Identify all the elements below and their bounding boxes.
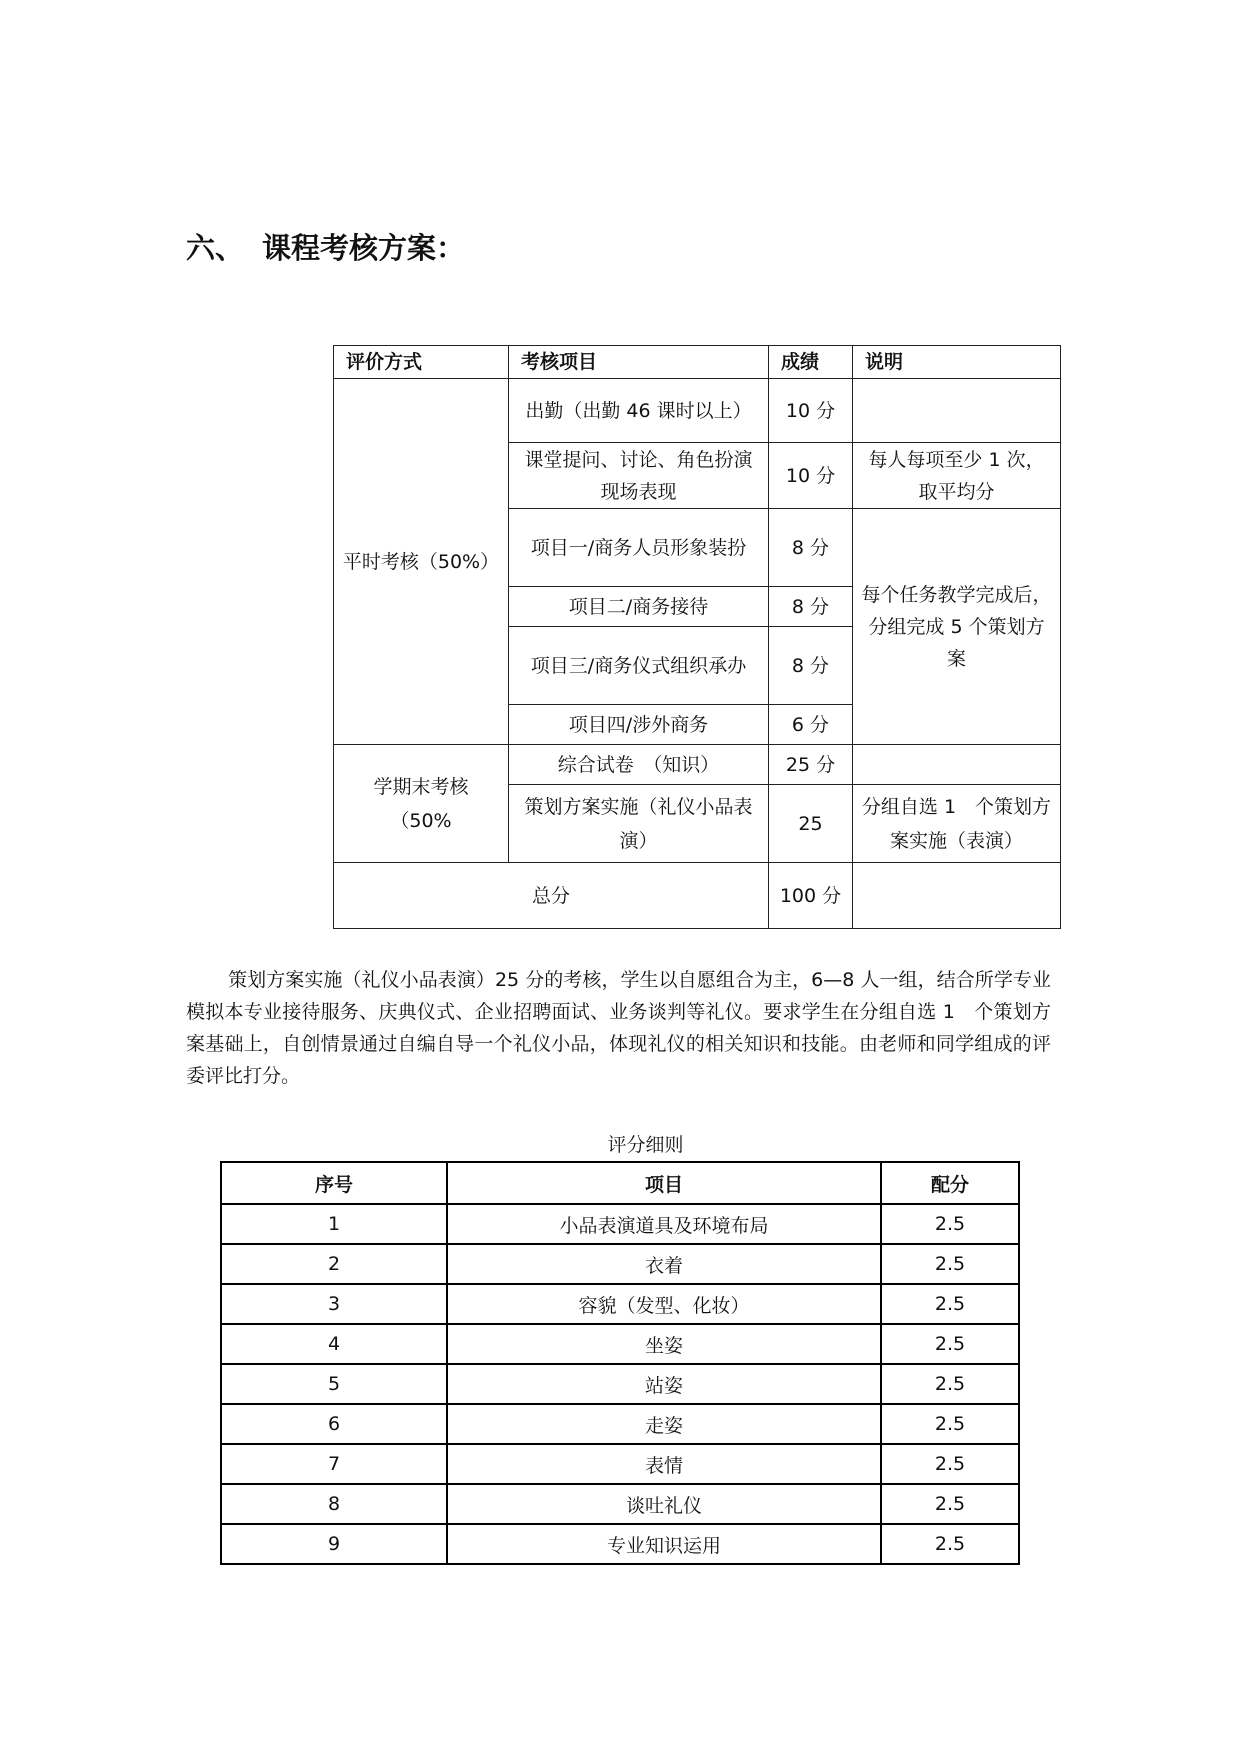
row-item: 谈吐礼仪 [447, 1484, 881, 1524]
section-title: 课程考核方案： [262, 231, 466, 265]
assessment-score: 8 分 [769, 509, 853, 587]
daily-assessment-label: 平时考核（50%） [334, 379, 509, 745]
row-score: 2.5 [881, 1324, 1019, 1364]
assessment-item: 出勤（出勤 46 课时以上） [509, 379, 769, 443]
row-number: 3 [221, 1284, 447, 1324]
row-score: 2.5 [881, 1444, 1019, 1484]
row-score: 2.5 [881, 1204, 1019, 1244]
table-row [334, 379, 1061, 443]
header-cell: 成绩 [769, 346, 853, 379]
section-heading [186, 226, 465, 267]
row-number: 8 [221, 1484, 447, 1524]
row-score: 2.5 [881, 1364, 1019, 1404]
header-cell: 考核项目 [509, 346, 769, 379]
caption-text: 评分细则 [607, 1134, 684, 1156]
row-item: 表情 [447, 1444, 881, 1484]
row-score: 2.5 [881, 1244, 1019, 1284]
assessment-item: 项目三/商务仪式组织承办 [509, 627, 769, 705]
row-score: 2.5 [881, 1484, 1019, 1524]
assessment-table [333, 345, 1061, 929]
scoring-header-row [221, 1162, 1019, 1204]
total-score: 100 分 [769, 863, 853, 929]
header-cell: 项目 [447, 1162, 881, 1204]
row-number: 1 [221, 1204, 447, 1244]
header-cell: 评价方式 [334, 346, 509, 379]
row-number: 6 [221, 1404, 447, 1444]
table-row [221, 1324, 1019, 1364]
header-cell: 说明 [853, 346, 1061, 379]
assessment-item: 策划方案实施（礼仪小品表演） [509, 785, 769, 863]
group-note: 每个任务教学完成后，分组完成 5 个策划方案 [853, 509, 1061, 745]
row-number: 7 [221, 1444, 447, 1484]
table-row [221, 1204, 1019, 1244]
assessment-score: 10 分 [769, 443, 853, 509]
assessment-header-row [334, 346, 1061, 379]
row-score: 2.5 [881, 1404, 1019, 1444]
assessment-note [853, 379, 1061, 443]
row-item: 走姿 [447, 1404, 881, 1444]
row-score: 2.5 [881, 1524, 1019, 1564]
row-item: 站姿 [447, 1364, 881, 1404]
assessment-item: 项目二/商务接待 [509, 587, 769, 627]
assessment-score: 25 [769, 785, 853, 863]
section-number: 六、 [186, 231, 245, 265]
table-row [334, 745, 1061, 785]
description-paragraph [186, 964, 1051, 1092]
assessment-item: 项目四/涉外商务 [509, 705, 769, 745]
final-assessment-label [334, 745, 509, 863]
assessment-score: 6 分 [769, 705, 853, 745]
scoring-caption [0, 1130, 1241, 1157]
final-label-line2: （50% [390, 809, 452, 832]
assessment-score: 8 分 [769, 627, 853, 705]
assessment-score: 25 分 [769, 745, 853, 785]
assessment-item: 项目一/商务人员形象装扮 [509, 509, 769, 587]
assessment-item: 综合试卷 （知识） [509, 745, 769, 785]
assessment-item: 课堂提问、讨论、角色扮演现场表现 [509, 443, 769, 509]
assessment-note: 分组自选 1 个策划方案实施（表演） [853, 785, 1061, 863]
table-row [221, 1404, 1019, 1444]
total-note [853, 863, 1061, 929]
table-row [221, 1524, 1019, 1564]
row-number: 2 [221, 1244, 447, 1284]
row-number: 9 [221, 1524, 447, 1564]
header-cell: 序号 [221, 1162, 447, 1204]
table-row [221, 1444, 1019, 1484]
header-cell: 配分 [881, 1162, 1019, 1204]
assessment-note: 每人每项至少 1 次，取平均分 [853, 443, 1061, 509]
total-label: 总分 [334, 863, 769, 929]
row-item: 坐姿 [447, 1324, 881, 1364]
table-row [221, 1284, 1019, 1324]
final-label-line1: 学期末考核 [373, 775, 469, 798]
row-number: 4 [221, 1324, 447, 1364]
row-score: 2.5 [881, 1284, 1019, 1324]
table-row [221, 1484, 1019, 1524]
row-item: 容貌（发型、化妆） [447, 1284, 881, 1324]
total-row [334, 863, 1061, 929]
row-item: 专业知识运用 [447, 1524, 881, 1564]
assessment-score: 10 分 [769, 379, 853, 443]
table-row [221, 1244, 1019, 1284]
assessment-score: 8 分 [769, 587, 853, 627]
row-number: 5 [221, 1364, 447, 1404]
row-item: 小品表演道具及环境布局 [447, 1204, 881, 1244]
scoring-table [220, 1161, 1020, 1565]
row-item: 衣着 [447, 1244, 881, 1284]
table-row [221, 1364, 1019, 1404]
assessment-note [853, 745, 1061, 785]
paragraph-text: 策划方案实施（礼仪小品表演）25 分的考核，学生以自愿组合为主，6—8 人一组，结合所学专业模拟本专业接待服务、庆典仪式、企业招聘面试、业务谈判等礼仪。要求学生在分组自选 1 个策划方案基础上，自创情景通过自编自导一个礼仪小品，体现礼仪的相关知识和技能。由老师和同学组成的评委评比打分。 [186, 969, 1051, 1087]
